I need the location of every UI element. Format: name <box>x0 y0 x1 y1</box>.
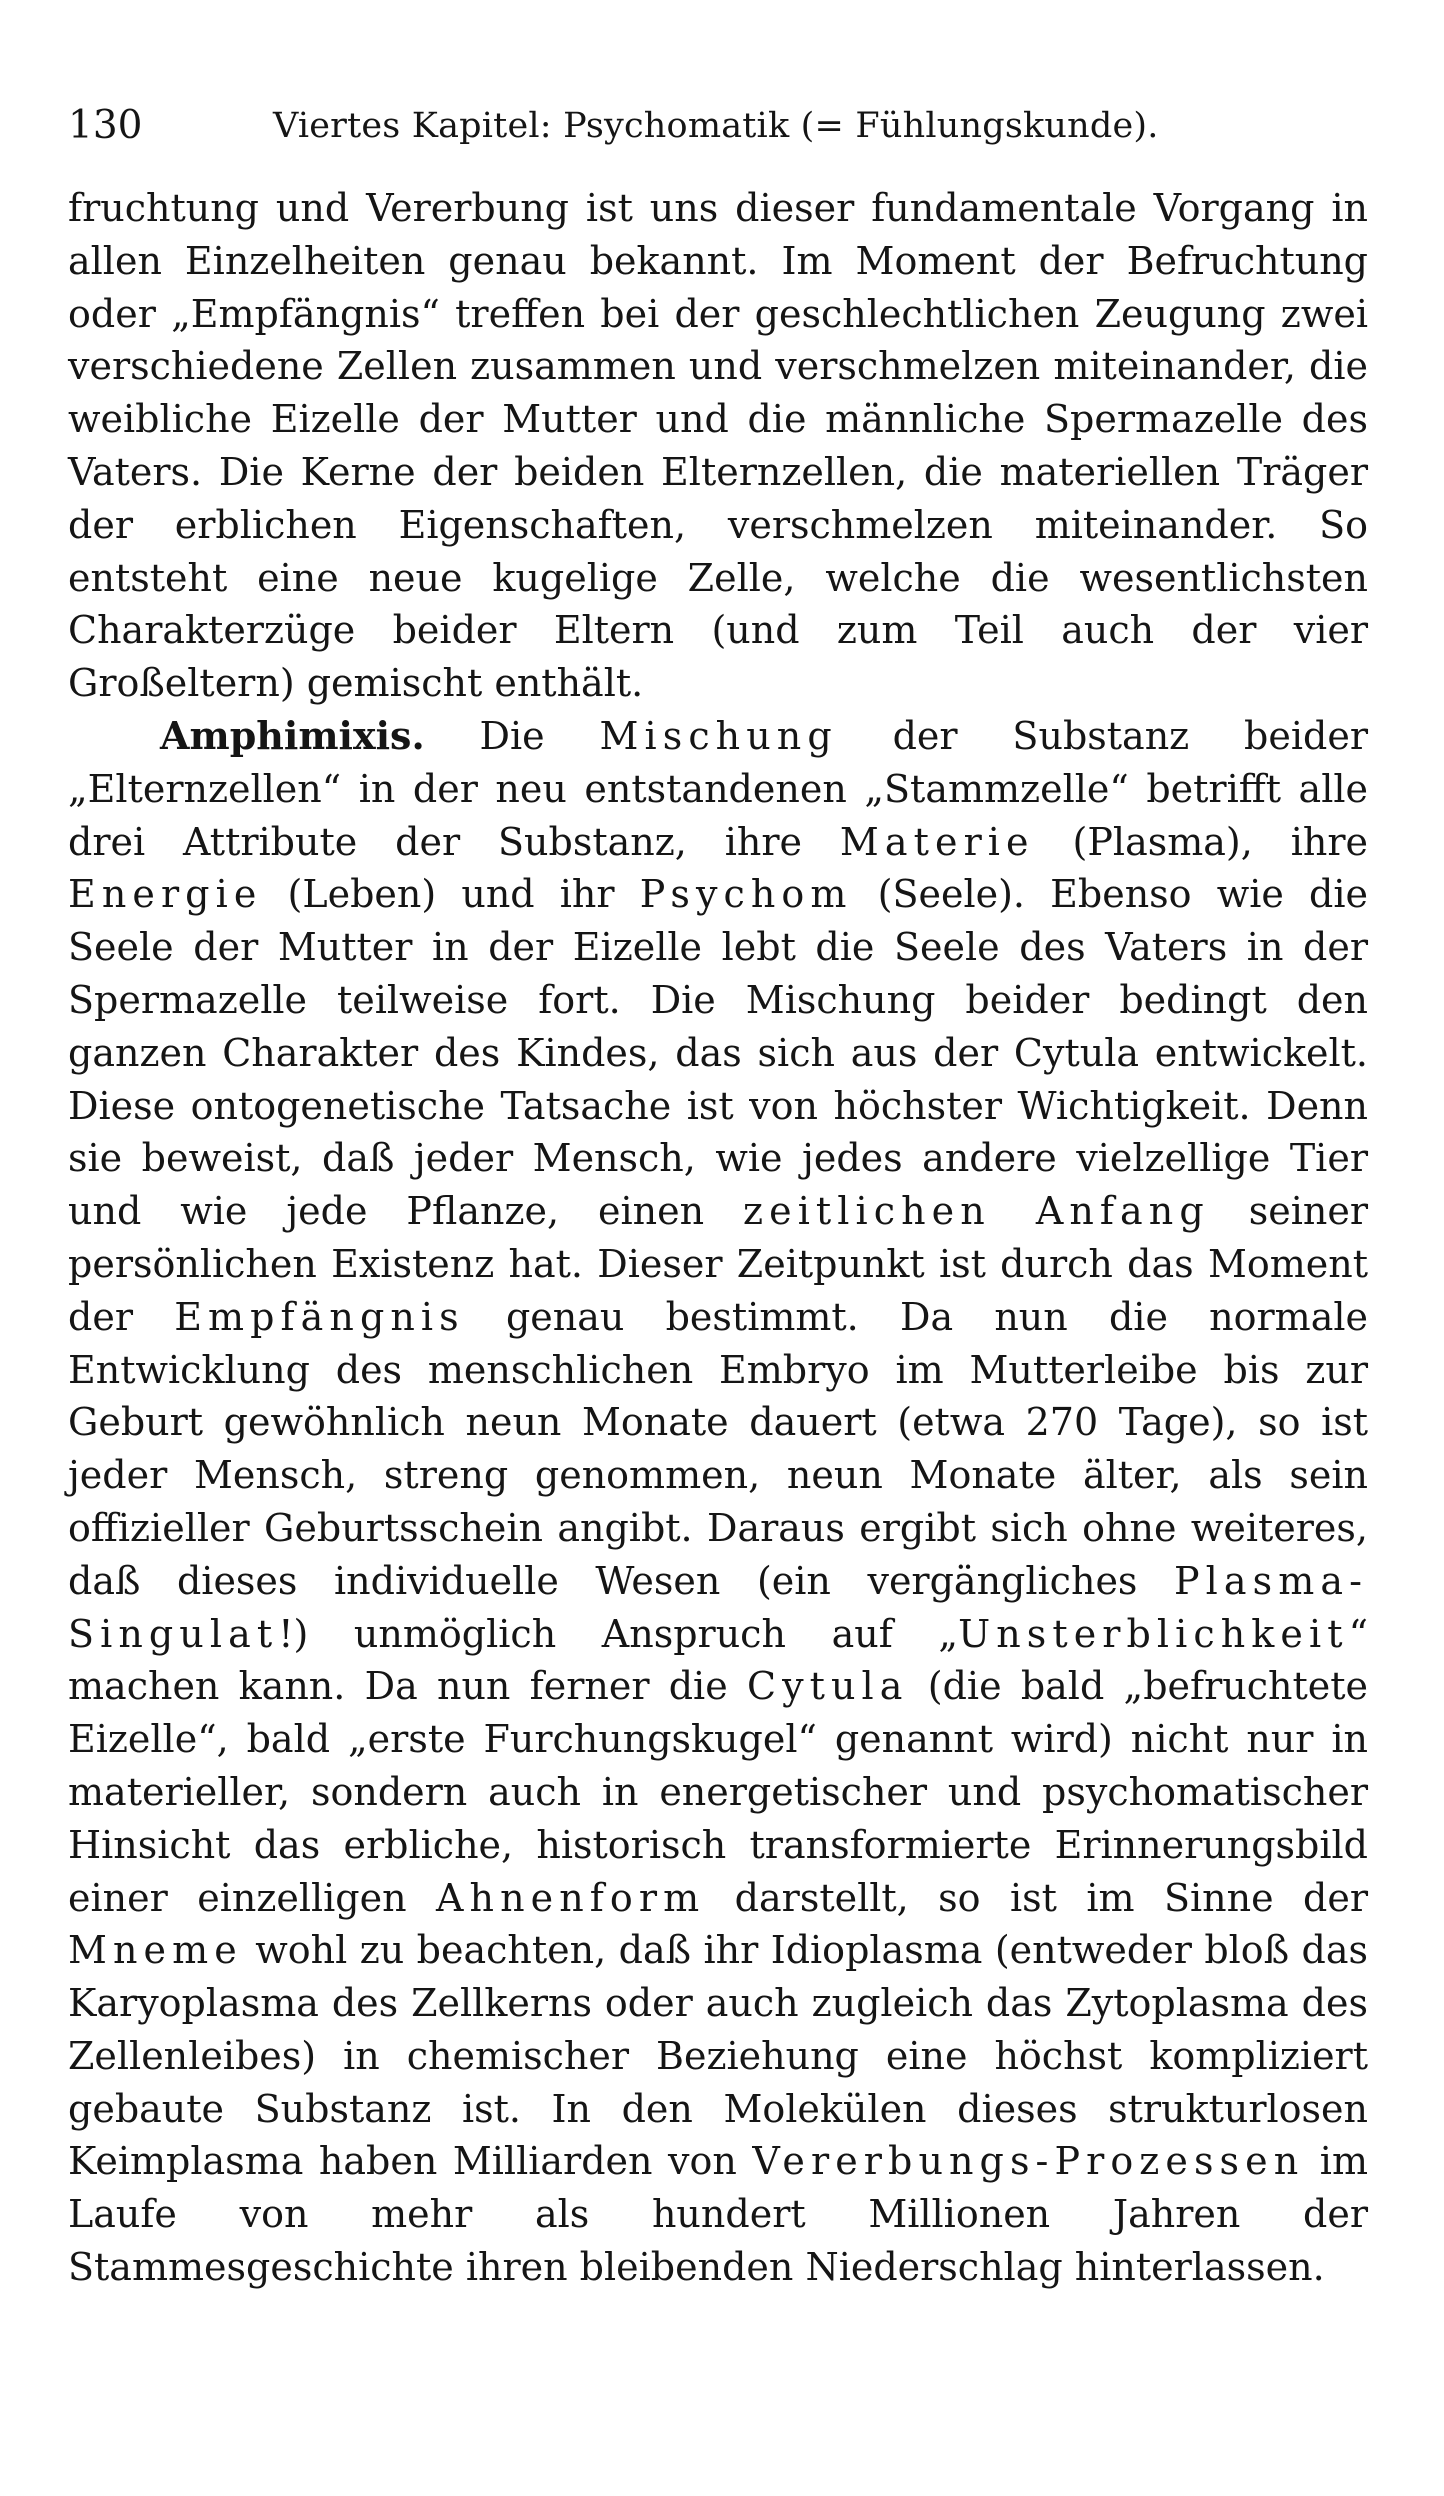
text-run: !) unmöglich Anspruch auf „ <box>278 1611 959 1656</box>
paragraph-heading: Amphimixis. <box>160 712 425 758</box>
emphasized-term: Ahnenform <box>436 1875 706 1920</box>
body-text <box>68 182 1368 2294</box>
text-run: der Substanz beider „Elternzellen“ in der neu entstandenen „Stammzelle“ betrifft alle drei Attribute der Substanz, ihre <box>68 713 1368 864</box>
emphasized-term: Vererbungs-Prozessen <box>752 2139 1305 2184</box>
text-run: Die <box>424 713 600 758</box>
book-page <box>68 96 1368 2294</box>
text-run: wohl zu beachten, daß ihr Idioplasma (entweder bloß das Karyoplasma des Zellkerns oder auch zugleich das Zytoplasma des Zellenleibes) in chemischer Beziehung eine höchst kompliziert gebaute Substanz ist. In den Molekülen dieses strukturlosen Keimplasma haben Milliarden von <box>68 1928 1368 2184</box>
text-run: fruchtung und Vererbung ist uns dieser fundamentale Vorgang in allen Einzelheiten genau bekannt. Im Moment der Befruchtung oder „Empfängnis“ treffen bei der geschlechtlichen Zeugung zwei verschiedene Zellen zusammen und verschmelzen miteinander, die weibliche Eizelle der Mutter und die männliche Spermazelle des Vaters. Die Kerne der beiden Elternzellen, die materiellen Träger der erblichen Eigenschaften, verschmelzen miteinander. So entsteht eine neue kugelige Zelle, welche die wesentlichsten Charakterzüge beider Eltern (und zum Teil auch der vier Großeltern) gemischt enthält. <box>68 186 1368 706</box>
emphasized-term: zeitlichen Anfang <box>743 1189 1210 1234</box>
emphasized-term: Unsterblichkeit <box>958 1611 1349 1656</box>
text-run: (Plasma), ihre <box>1034 819 1369 864</box>
text-run: (Leben) und ihr <box>262 872 640 917</box>
emphasized-term: Empfängnis <box>174 1294 465 1339</box>
text-run: (Seele). Ebenso wie die Seele der Mutter in der Eizelle lebt die Seele des Vaters in der Spermazelle teilweise fort. Die Mischung beider bedingt den ganzen Charakter des Kindes, das sich aus der Cytula entwickelt. Diese ontogenetische Tatsache ist von höchster Wichtigkeit. Denn sie beweist, daß jeder Mensch, wie jedes andere vielzellige Tier und wie jede Pflanze, einen <box>68 872 1368 1234</box>
text-run: darstellt, so ist im Sinne der <box>705 1875 1368 1920</box>
emphasized-term: Psychom <box>639 872 853 917</box>
emphasized-term: Cytula <box>746 1664 909 1709</box>
running-head: Viertes Kapitel: Psychomatik (= Fühlungskunde). <box>273 106 1159 146</box>
emphasized-term: Mneme <box>68 1928 243 1973</box>
page-header <box>68 96 1368 156</box>
emphasized-term: Mischung <box>599 713 838 758</box>
paragraph-2 <box>68 710 1368 2294</box>
text-run: genau bestimmt. Da nun die normale Entwicklung des menschlichen Embryo im Mutterleibe bis zur Geburt gewöhnlich neun Monate dauert (etwa 270 Tage), so ist jeder Mensch, streng genommen, neun Monate älter, als sein offizieller Geburtsschein angibt. Daraus ergibt sich ohne weiteres, daß dieses individuelle Wesen (ein vergängliches <box>68 1294 1368 1603</box>
emphasized-term: Plasma-Singulat <box>68 1558 1368 1656</box>
text-run: “ machen kann. Da nun ferner die <box>68 1611 1368 1709</box>
page-number: 130 <box>68 103 143 148</box>
text-run: seiner persönlichen Existenz hat. Dieser Zeitpunkt ist durch das Moment der <box>68 1189 1368 1339</box>
text-run: im Laufe von mehr als hundert Millionen Jahren der Stammesgeschichte ihren bleibenden Niederschlag hinterlassen. <box>68 2139 1368 2290</box>
emphasized-term: Materie <box>839 819 1035 864</box>
text-run: (die bald „befruchtete Eizelle“, bald „erste Furchungskugel“ genannt wird) nicht nur in materieller, sondern auch in energetischer und psychomatischer Hinsicht das erbliche, historisch transformierte Erinnerungsbild einer einzelligen <box>68 1664 1368 1920</box>
paragraph-1 <box>68 182 1368 710</box>
emphasized-term: Energie <box>68 872 263 917</box>
